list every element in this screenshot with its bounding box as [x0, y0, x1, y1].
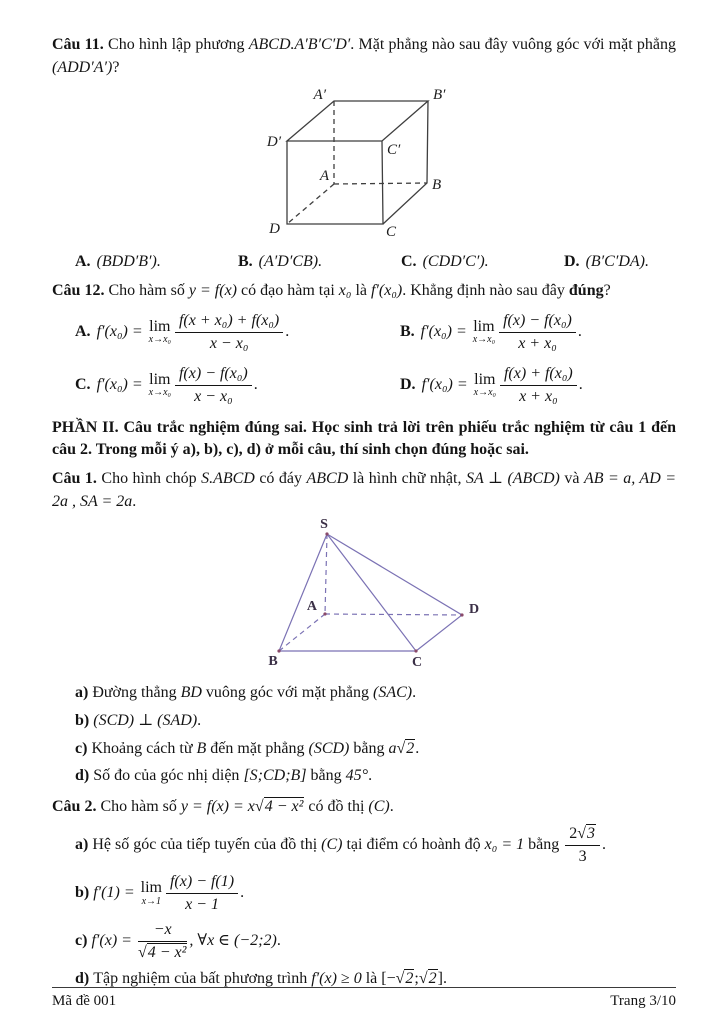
- option-value: (B′C′DA).: [585, 253, 649, 271]
- option-label: A.: [75, 322, 91, 340]
- pyramid-edges: [279, 534, 462, 651]
- cube-label-C: C: [386, 224, 397, 241]
- item-text: Tập nghiệm của bất phương trình: [93, 969, 312, 987]
- pyramid-hidden-edges: [279, 534, 462, 651]
- formula-end: .: [578, 375, 583, 393]
- item-math: x₀ = 1: [484, 835, 525, 853]
- interval-bracket-open: [: [381, 969, 387, 987]
- cube-edges: [287, 101, 428, 224]
- fraction: [175, 364, 252, 407]
- c2-item-a: [75, 824, 676, 867]
- vertex-dot-C: [414, 650, 417, 653]
- limit-operator: [141, 880, 162, 907]
- c1-text1: Cho hình chóp: [96, 470, 202, 488]
- option-label: C.: [75, 375, 91, 393]
- pyramid-vertex-dots: [277, 533, 463, 653]
- option-label: D.: [400, 375, 416, 393]
- radical-sign: √: [395, 969, 405, 987]
- fraction-numerator: f(x) − f(x₀): [175, 364, 252, 386]
- q12-statement: [52, 280, 676, 303]
- item-text: tại điểm có hoành độ: [342, 835, 485, 853]
- item-text: Số đo của góc nhị diện: [93, 767, 244, 785]
- q12-text3: là: [351, 281, 371, 299]
- item-math: (SAC): [373, 684, 413, 702]
- formula-lhs: f′(x₀) =: [421, 375, 472, 393]
- num-coef: 2: [569, 824, 578, 842]
- pyramid-label-C: C: [411, 655, 422, 670]
- c2-math1: y = f(x) = x: [180, 798, 255, 816]
- q12-option-b: [400, 311, 676, 354]
- cube-label-B-prime: B′: [433, 87, 446, 104]
- q11-option-d: [564, 251, 649, 274]
- pyramid-svg: [247, 517, 482, 669]
- formula-end: .: [577, 322, 582, 340]
- q12-math3: f′(x₀): [370, 281, 403, 299]
- option-value: (BDD′B′).: [96, 253, 161, 271]
- c1-item-a: [75, 682, 676, 705]
- c1-items: [52, 682, 676, 788]
- c2-text3: .: [389, 798, 394, 816]
- c2-text1: Cho hàm số: [96, 798, 181, 816]
- c2-math2: (C): [368, 798, 390, 816]
- q12-option-c: [75, 364, 400, 407]
- vertex-dot-S: [325, 533, 328, 536]
- fraction-numerator: −x: [138, 920, 187, 942]
- fraction-denominator: [138, 942, 187, 963]
- fraction: [565, 824, 600, 867]
- radicand: 4 − x²: [147, 943, 187, 961]
- radicand: 3: [587, 824, 596, 842]
- lim-subscript: x→x₀: [148, 334, 171, 346]
- q11-math-cube-name: ABCD.A′B′C′D′: [248, 36, 351, 53]
- fraction-numerator: f(x) + f(x₀): [500, 364, 577, 386]
- c1-math3: SA ⊥ (ABCD): [465, 470, 560, 488]
- item-math: BD: [180, 684, 202, 702]
- lim-subscript: x→1: [141, 895, 162, 907]
- c2-items: [52, 824, 676, 991]
- vertex-dot-A: [323, 613, 326, 616]
- sqrt-expression: [138, 943, 187, 963]
- c1-math4: AB = a, AD = 2a , SA = 2a: [52, 470, 677, 510]
- radical-sign: √: [577, 824, 587, 842]
- fraction: [499, 311, 576, 354]
- footer-page-number: Trang 3/10: [610, 992, 676, 1009]
- radical-sign: √: [137, 943, 147, 961]
- formula-lhs: f′(x₀) =: [420, 322, 471, 340]
- minus-sign: −: [386, 969, 396, 987]
- c1-text2: có đáy: [254, 470, 307, 488]
- c2-item-b: [75, 872, 676, 915]
- option-label: A.: [75, 253, 91, 271]
- item-math: (SCD): [308, 739, 350, 757]
- c2-label: Câu 2.: [52, 798, 97, 816]
- radical-sign: √: [418, 969, 428, 987]
- lim-word: lim: [140, 878, 162, 896]
- q12-options: [52, 311, 676, 407]
- q12-text1: Cho hàm số: [104, 281, 189, 299]
- item-label: b): [75, 883, 90, 901]
- cube-edge-AD: [287, 184, 334, 224]
- c1-item-d: [75, 765, 676, 788]
- c1-label: Câu 1.: [52, 470, 97, 488]
- c2-item-c: [75, 920, 676, 963]
- fraction-denominator: x − 1: [185, 895, 219, 913]
- lim-subscript: x→x₀: [148, 387, 171, 399]
- item-label: a): [75, 835, 89, 853]
- q12-text5: ?: [603, 281, 611, 299]
- fraction-denominator: x − x₀: [209, 334, 249, 352]
- fraction-numerator: f(x) − f(1): [166, 872, 238, 894]
- item-label: a): [75, 684, 89, 702]
- part2-heading: PHẦN II. Câu trắc nghiệm đúng sai. Học sinh trả lời trên phiếu trắc nghiệm từ câu 1 đến câu 2. Trong mỗi ý a), b), c), d) ở mỗi câu, thí sinh chọn đúng hoặc sai.: [52, 418, 676, 459]
- item-label: d): [75, 969, 90, 987]
- radicand: 2: [406, 739, 415, 757]
- q11-statement: [52, 34, 676, 79]
- q11-options: [52, 251, 676, 274]
- lim-word: lim: [149, 370, 171, 388]
- fraction: [500, 364, 577, 407]
- item-label: b): [75, 711, 90, 729]
- fraction-denominator: x + x₀: [518, 334, 557, 352]
- item-text: là: [361, 969, 382, 987]
- q11-option-a: [75, 251, 238, 274]
- fraction-numerator: f(x) − f(x₀): [499, 311, 576, 333]
- item-text: .: [442, 969, 447, 987]
- item-text: Khoảng cách từ: [91, 739, 197, 757]
- item-text: bằng: [306, 767, 346, 785]
- c1-text4: và: [559, 470, 584, 488]
- q11-text1: Cho hình lập phương: [103, 36, 249, 53]
- cube-label-D: D: [269, 221, 280, 238]
- pyramid-label-B: B: [267, 654, 278, 670]
- formula-lhs: f′(x) =: [91, 931, 136, 949]
- pyramid-edges-SB-BC-CS: [279, 534, 416, 651]
- q12-math1: y = f(x): [188, 281, 238, 299]
- item-text: .: [368, 767, 373, 785]
- limit-operator: [149, 319, 171, 346]
- pyramid-edge-AD: [325, 614, 462, 615]
- q12-option-d: [400, 364, 676, 407]
- c1-math1: S.ABCD: [201, 470, 255, 488]
- item-text: Hệ số góc của tiếp tuyến của đồ thị: [92, 835, 322, 853]
- item-text: bằng: [349, 739, 389, 757]
- pyramid-edges-SD-DC: [327, 534, 462, 651]
- pyramid-figure: [52, 517, 676, 677]
- item-math: (C): [321, 835, 343, 853]
- fraction: [166, 872, 238, 915]
- fraction-numerator: f(x + x₀) + f(x₀): [175, 311, 283, 333]
- item-math-a: a: [388, 739, 397, 757]
- option-label: C.: [401, 253, 417, 271]
- semicolon: ;: [414, 969, 419, 987]
- sqrt-expression: [577, 824, 596, 844]
- c2-statement: [52, 796, 676, 819]
- c1-text5: .: [132, 492, 137, 510]
- radical-sign: √: [396, 739, 406, 757]
- item-label: d): [75, 767, 90, 785]
- radical-sign: √: [254, 798, 264, 816]
- pyramid-label-S: S: [319, 517, 328, 533]
- fraction-numerator: [565, 824, 600, 846]
- item-math: f′(x) ≥ 0: [311, 969, 362, 987]
- pyramid-label-D: D: [468, 602, 479, 618]
- cube-label-D-prime: D′: [266, 134, 281, 151]
- cube-top-face: [287, 101, 428, 141]
- lim-word: lim: [149, 317, 171, 335]
- q11-label: Câu 11.: [52, 36, 104, 53]
- pyramid-edge-AB: [279, 614, 325, 651]
- lim-subscript: x→x₀: [473, 387, 496, 399]
- formula-lhs: f′(1) =: [93, 883, 139, 901]
- item-text: .: [415, 739, 420, 757]
- cube-labels: [266, 87, 446, 240]
- item-label: c): [75, 739, 88, 757]
- option-label: B.: [400, 322, 415, 340]
- formula-end: .: [253, 375, 258, 393]
- limit-operator: [473, 319, 495, 346]
- fraction-denominator: 3: [578, 847, 587, 865]
- item-text: .: [412, 684, 417, 702]
- q12-text2: có đạo hàm tại: [237, 281, 339, 299]
- pyramid-labels: [268, 517, 479, 669]
- item-text: đến mặt phẳng: [206, 739, 309, 757]
- item-math: [S;CD;B]: [243, 767, 307, 785]
- cube-edge-AB: [334, 183, 427, 184]
- page-footer: [52, 987, 676, 1012]
- formula-end: .: [240, 883, 245, 901]
- radicand: 2: [405, 969, 414, 987]
- q11-option-b: [238, 251, 401, 274]
- item-math: , ∀x ∈ (−2;2): [189, 931, 277, 949]
- c2-text2: có đồ thị: [304, 798, 369, 816]
- c1-text3: là hình chữ nhật,: [348, 470, 466, 488]
- footer-exam-code: Mã đề 001: [52, 992, 117, 1009]
- item-label: c): [75, 931, 88, 949]
- option-label: D.: [564, 253, 580, 271]
- vertex-dot-D: [460, 614, 463, 617]
- formula-lhs: f′(x₀) =: [96, 375, 147, 393]
- fraction: [175, 311, 283, 354]
- fraction: [138, 920, 187, 963]
- option-label: B.: [238, 253, 253, 271]
- pyramid-label-A: A: [306, 599, 317, 615]
- sqrt-expression: [397, 738, 416, 761]
- q12-label: Câu 12.: [52, 281, 105, 299]
- q12-text4: . Khẳng định nào sau đây: [402, 281, 569, 299]
- q12-math2: x₀: [338, 281, 352, 299]
- vertex-dot-B: [277, 650, 280, 653]
- item-text: Đường thẳng: [92, 684, 181, 702]
- cube-right-edges: [383, 101, 428, 224]
- sqrt-expression: [255, 796, 304, 819]
- interval-bracket-close: ]: [437, 969, 443, 987]
- item-text: .: [602, 835, 607, 853]
- item-text: .: [197, 711, 202, 729]
- item-text: .: [276, 931, 281, 949]
- q12-option-a: [75, 311, 400, 354]
- option-value: (CDD′C′).: [422, 253, 489, 271]
- radicand: 4 − x²: [264, 798, 304, 816]
- c1-item-b: [75, 710, 676, 733]
- lim-word: lim: [473, 317, 495, 335]
- cube-label-A: A: [319, 168, 329, 185]
- limit-operator: [474, 372, 496, 399]
- cube-label-C-prime: C′: [387, 142, 401, 159]
- item-text: vuông góc với mặt phẳng: [201, 684, 373, 702]
- formula-lhs: f′(x₀) =: [96, 322, 147, 340]
- item-math: 45°: [345, 767, 369, 785]
- q11-text2: . Mặt phẳng nào sau đây vuông góc với mặt phẳng: [350, 36, 676, 53]
- q12-bold-dung: đúng: [568, 281, 604, 299]
- radicand: 2: [428, 969, 437, 987]
- c1-statement: [52, 468, 676, 513]
- q11-text3: ?: [112, 58, 120, 76]
- cube-label-B: B: [432, 177, 442, 194]
- fraction-denominator: x − x₀: [194, 387, 233, 405]
- option-value: (A′D′CB).: [258, 253, 323, 271]
- q11-option-c: [401, 251, 564, 274]
- cube-label-A-prime: A′: [313, 87, 326, 104]
- formula-end: .: [285, 322, 290, 340]
- fraction-denominator: x + x₀: [519, 387, 558, 405]
- item-math: B: [196, 739, 207, 757]
- q11-math-plane: (ADD′A′): [52, 58, 113, 76]
- cube-svg: [259, 83, 469, 241]
- lim-word: lim: [474, 370, 496, 388]
- cube-figure: [52, 83, 676, 249]
- lim-subscript: x→x₀: [472, 334, 496, 346]
- item-text: bằng: [524, 835, 564, 853]
- pyramid-edge-SA: [325, 534, 327, 614]
- c1-math2: ABCD: [306, 470, 349, 488]
- cube-front-face: [287, 141, 383, 224]
- item-math: (SCD) ⊥ (SAD): [93, 711, 198, 729]
- limit-operator: [149, 372, 171, 399]
- c1-item-c: [75, 738, 676, 761]
